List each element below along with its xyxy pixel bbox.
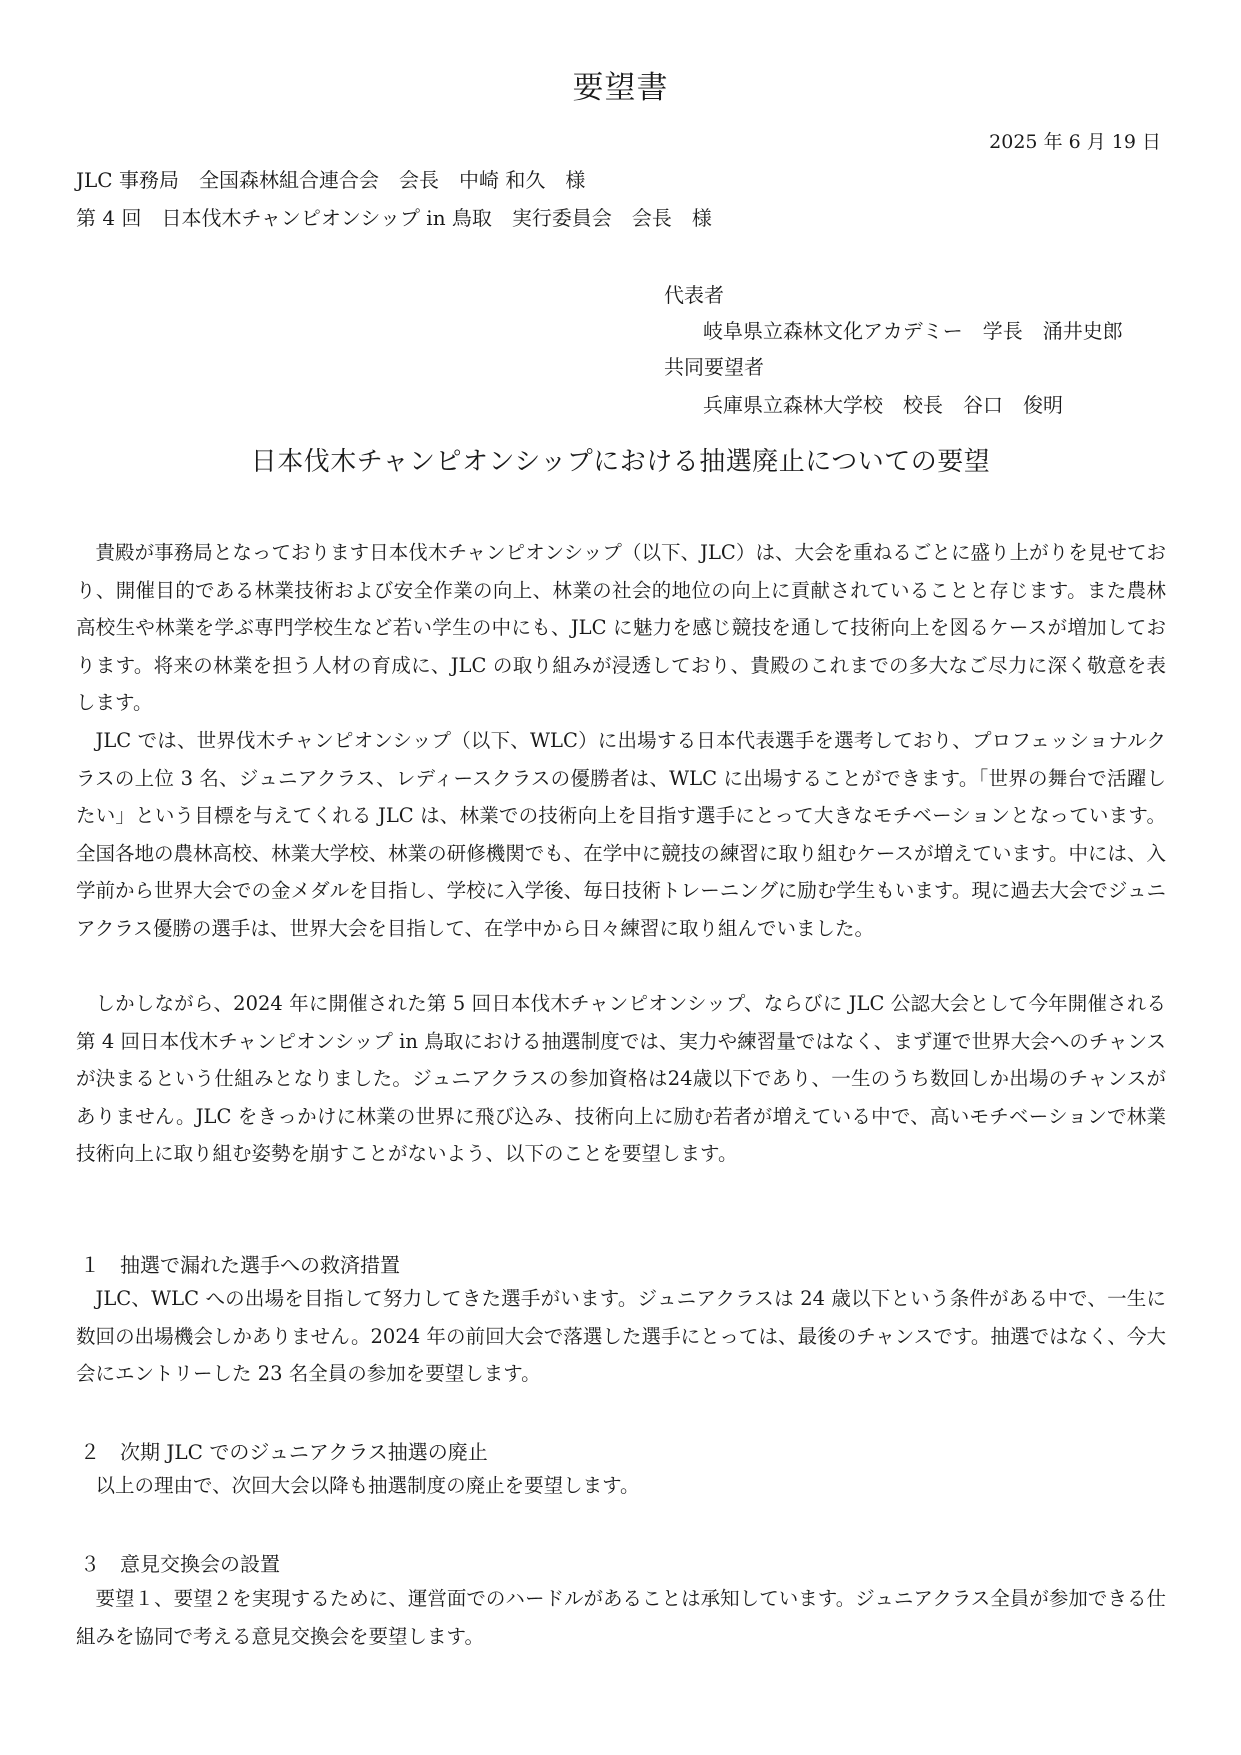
request-heading-2 xyxy=(80,1436,488,1465)
body-paragraph-3: しかしながら、2024 年に開催された第 5 回日本伐木チャンピオンシップ、ならびに JLC 公認大会として今年開催される第 4 回日本伐木チャンピオンシップ in 鳥取における抽選制度では、実力や練習量ではなく、まず運で世界大会へのチャンスが決まるという仕組みとなりました。ジュニアクラスの参加資格は24歳以下であり、一生のうち数回しか出場のチャンスがありません。JLC をきっかけに林業の世界に飛び込み、技術向上に励む若者が増えている中で、高いモチベーションで林業技術向上に取り組む姿勢を崩すことがないよう、以下のことを要望します。 xyxy=(76,992,1166,1165)
request-heading-3 xyxy=(80,1548,280,1577)
request-title: 意見交換会の設置 xyxy=(120,1552,280,1576)
request-title: 抽選で漏れた選手への救済措置 xyxy=(120,1253,400,1277)
addressee-jlc-secretariat: JLC 事務局 全国森林組合連合会 会長 中崎 和久 様 xyxy=(76,168,586,192)
request-title: 次期 JLC でのジュニアクラス抽選の廃止 xyxy=(120,1440,488,1464)
body-paragraph-1: 貴殿が事務局となっております日本伐木チャンピオンシップ（以下、JLC）は、大会を重ねるごとに盛り上がりを見せており、開催目的である林業技術および安全作業の向上、林業の社会的地位の向上に貢献されていることと存じます。また農林高校生や林業を学ぶ専門学校生など若い学生の中にも、JLC に魅力を感じ競技を通して技術向上を図るケースが増加しております。将来の林業を担う人材の育成に、JLC の取り組みが浸透しており、貴殿のこれまでの多大なご尽力に深く敬意を表します。 xyxy=(76,541,1166,714)
co-requester-label: 共同要望者 xyxy=(664,355,764,379)
request-number: ３ xyxy=(80,1552,100,1576)
request-heading-1 xyxy=(80,1249,400,1278)
co-requester-name: 兵庫県立森林大学校 校長 谷口 俊明 xyxy=(703,393,1063,417)
document-title: 要望書 xyxy=(572,70,669,106)
representative-name: 岐阜県立森林文化アカデミー 学長 涌井史郎 xyxy=(703,319,1123,343)
addressee-executive-committee: 第 4 回 日本伐木チャンピオンシップ in 鳥取 実行委員会 会長 様 xyxy=(76,206,712,230)
request-number: ２ xyxy=(80,1440,100,1464)
body-paragraph-2: JLC では、世界伐木チャンピオンシップ（以下、WLC）に出場する日本代表選手を選考しており、プロフェッショナルクラスの上位 3 名、ジュニアクラス、レディースクラスの優勝者は、WLC に出場することができます。「世界の舞台で活躍したい」という目標を与えてくれる JLC は、林業での技術向上を目指す選手にとって大きなモチベーションとなっています。全国各地の農林高校、林業大学校、林業の研修機関でも、在学中に競技の練習に取り組むケースが増えています。中には、入学前から世界大会での金メダルを目指し、学校に入学後、毎日技術トレーニングに励む学生もいます。現に過去大会でジュニアクラス優勝の選手は、世界大会を目指して、在学中から日々練習に取り組んでいました。 xyxy=(76,729,1166,940)
request-body-3: 要望１、要望２を実現するために、運営面でのハードルがあることは承知しています。ジュニアクラス全員が参加できる仕組みを協同で考える意見交換会を要望します。 xyxy=(76,1587,1166,1648)
document-subject: 日本伐木チャンピオンシップにおける抽選廃止についての要望 xyxy=(250,447,991,477)
representative-label: 代表者 xyxy=(664,283,724,307)
request-number: １ xyxy=(80,1253,100,1277)
request-body-1: JLC、WLC への出場を目指して努力してきた選手がいます。ジュニアクラスは 24 歳以下という条件がある中で、一生に数回の出場機会しかありません。2024 年の前回大会で落選した選手にとっては、最後のチャンスです。抽選ではなく、今大会にエントリーした 23 名全員の参加を要望します。 xyxy=(76,1287,1166,1385)
request-body-2: 以上の理由で、次回大会以降も抽選制度の廃止を要望します。 xyxy=(95,1474,640,1497)
document-date: 2025 年 6 月 19 日 xyxy=(989,131,1161,153)
